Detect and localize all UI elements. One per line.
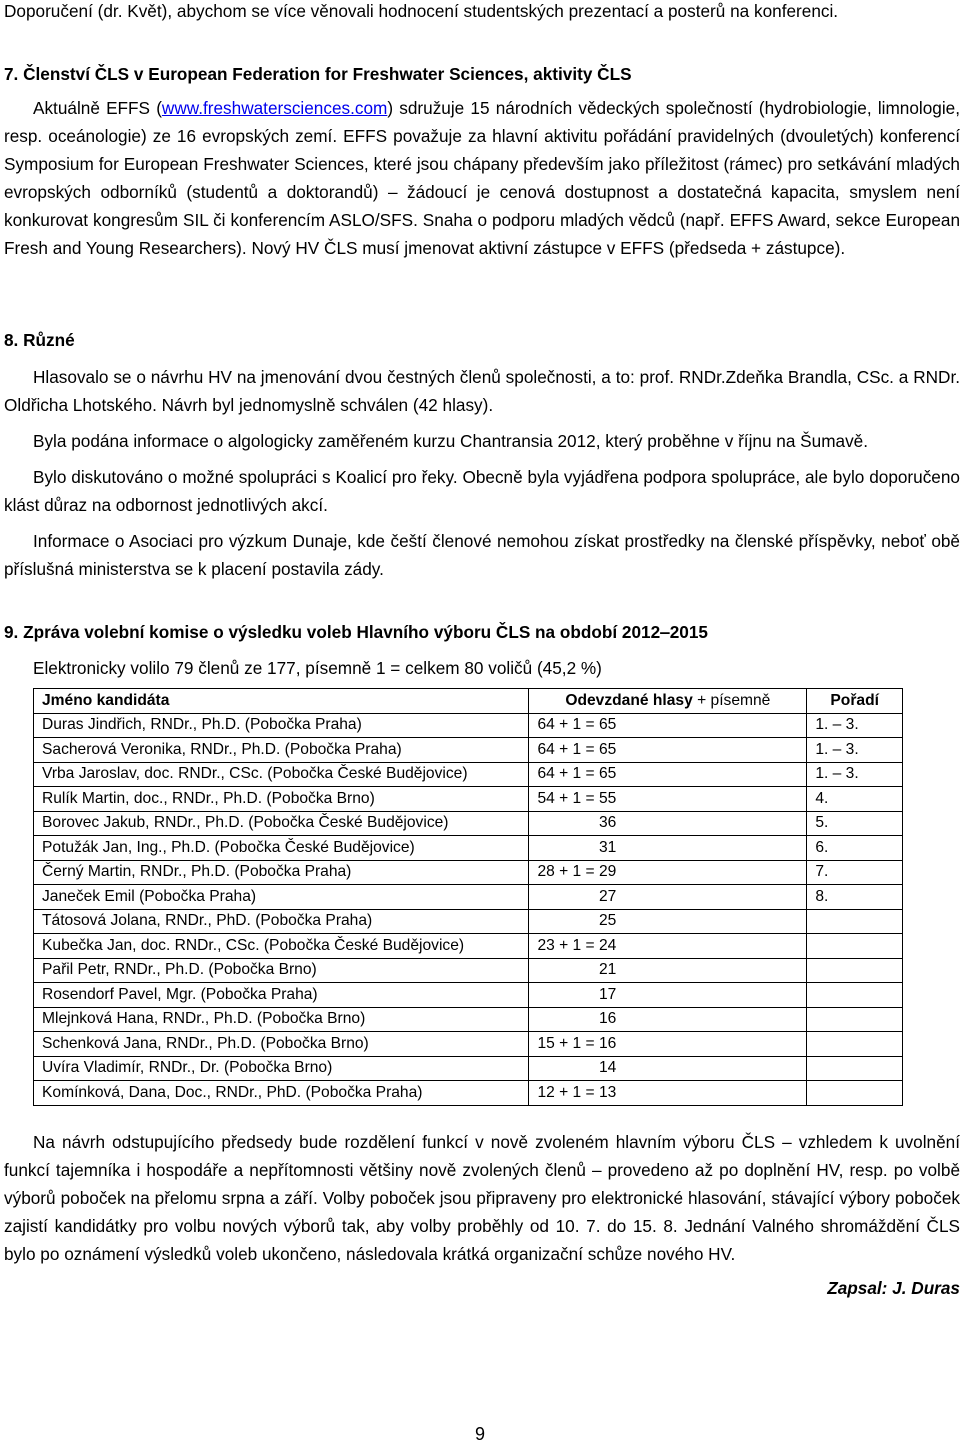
votes-cell: 16 (529, 1007, 807, 1032)
votes-cell: 36 (529, 811, 807, 836)
table-row (34, 934, 903, 959)
section-8-paragraph-1: Hlasovalo se o návrhu HV na jmenování dvou čestných členů společnosti, a to: prof. RNDr.Zdeňka Brandla, CSc. a RNDr. Oldřicha Lhotského. Návrh byl jednomyslně schválen (42 hlasy). (4, 367, 960, 415)
votes-cell: 64 + 1 = 65 (529, 713, 807, 738)
candidate-name-cell: Schenková Jana, RNDr., Ph.D. (Pobočka Brno) (34, 1032, 529, 1057)
rank-cell: 1. ‒ 3. (807, 713, 903, 738)
votes-cell: 28 + 1 = 29 (529, 860, 807, 885)
candidate-name-cell: Duras Jindřich, RNDr., Ph.D. (Pobočka Praha) (34, 713, 529, 738)
votes-cell: 23 + 1 = 24 (529, 934, 807, 959)
candidate-name-cell: Sacherová Veronika, RNDr., Ph.D. (Pobočka Praha) (34, 738, 529, 763)
table-row (34, 811, 903, 836)
table-row (34, 885, 903, 910)
rank-cell: 6. (807, 836, 903, 861)
rank-cell (807, 983, 903, 1008)
page-number: 9 (474, 1424, 485, 1444)
section-8-paragraph-4: Informace o Asociaci pro výzkum Dunaje, kde čeští členové nemohou získat prostředky na členské příspěvky, neboť obě příslušná ministerstva se k placení postavila zády. (4, 531, 960, 579)
table-row (34, 836, 903, 861)
rank-cell: 5. (807, 811, 903, 836)
votes-cell: 15 + 1 = 16 (529, 1032, 807, 1057)
rank-cell (807, 1081, 903, 1106)
section-7 (4, 60, 960, 262)
table-header-row (34, 689, 903, 714)
rank-cell (807, 1032, 903, 1057)
candidate-name-cell: Potužák Jan, Ing., Ph.D. (Pobočka České Budějovice) (34, 836, 529, 861)
closing-paragraph: Na návrh odstupujícího předsedy bude rozdělení funkcí v nově zvoleném hlavním výboru ČLS ‒ vzhledem k uvolnění funkcí tajemníka i hospodáře a nepřítomnosti většiny nově zvolených členů ‒ provedeno až po doplnění HV, resp. po volbě výborů poboček na přelomu srpna a září. Volby poboček jsou připraveny pro elektronické hlasování, stávající výbory poboček zajistí kandidátky pro volbu nových výborů tak, aby volby proběhly od 10. 7. do 15. 8. Jednání Valného shromáždění ČLS bylo po oznámení výsledků voleb ukončeno, následovala krátká organizační schůze nového HV. (4, 1132, 960, 1264)
table-row (34, 713, 903, 738)
header-votes: Odevzdané hlasy + písemně (529, 689, 807, 714)
rank-cell: 8. (807, 885, 903, 910)
candidate-name-cell: Uvíra Vladimír, RNDr., Dr. (Pobočka Brno) (34, 1056, 529, 1081)
candidate-name-cell: Komínková, Dana, Doc., RNDr., PhD. (Pobočka Praha) (34, 1081, 529, 1106)
votes-cell: 31 (529, 836, 807, 861)
votes-cell: 25 (529, 909, 807, 934)
intro-paragraph (4, 0, 960, 25)
table-row (34, 738, 903, 763)
section-9-heading: 9. Zpráva volební komise o výsledku voleb Hlavního výboru ČLS na období 2012‒2015 (4, 622, 708, 642)
table-row (34, 1007, 903, 1032)
section-7-body: Aktuálně EFFS (www.freshwatersciences.com) sdružuje 15 národních vědeckých společností (hydrobiologie, limnologie, resp. oceánologie) ze 16 evropských zemí. EFFS považuje za hlavní aktivitu pořádání pravidelných (dvouletých) konferencí Symposium for European Freshwater Sciences, které jsou chápany především jako příležitost (rámec) pro setkávání mladých evropských odborníků (studentů a doktorandů) ‒ žádoucí je cenová dostupnost a dostatečná kapacita, smyslem není konkurovat kongresům SIL či konferencím ASLO/SFS. Snaha o podporu mladých vědců (např. EFFS Award, sekce European Fresh and Young Researchers). Nový HV ČLS musí jmenovat aktivní zástupce v EFFS (předseda + zástupce). (4, 98, 960, 258)
section-9 (4, 618, 960, 682)
table-row (34, 909, 903, 934)
table-row (34, 762, 903, 787)
votes-cell: 14 (529, 1056, 807, 1081)
candidates-table (33, 688, 903, 1106)
candidate-name-cell: Vrba Jaroslav, doc. RNDr., CSc. (Pobočka České Budějovice) (34, 762, 529, 787)
rank-cell: 7. (807, 860, 903, 885)
section-8 (4, 326, 960, 583)
rank-cell: 1. ‒ 3. (807, 762, 903, 787)
candidates-table-body (34, 713, 903, 1105)
section-7-heading: 7. Členství ČLS v European Federation for Freshwater Sciences, aktivity ČLS (4, 64, 632, 84)
votes-cell: 64 + 1 = 65 (529, 738, 807, 763)
votes-cell: 64 + 1 = 65 (529, 762, 807, 787)
table-row (34, 958, 903, 983)
rank-cell: 1. ‒ 3. (807, 738, 903, 763)
section-8-paragraph-2: Byla podána informace o algologicky zaměřeném kurzu Chantransia 2012, který proběhne v říjnu na Šumavě. (33, 431, 869, 451)
rank-cell (807, 934, 903, 959)
rank-cell (807, 958, 903, 983)
candidate-name-cell: Rosendorf Pavel, Mgr. (Pobočka Praha) (34, 983, 529, 1008)
header-rank: Pořadí (807, 689, 903, 714)
signoff: Zapsal: J. Duras (827, 1278, 960, 1298)
table-row (34, 860, 903, 885)
section-8-paragraph-3: Bylo diskutováno o možné spolupráci s Koalicí pro řeky. Obecně byla vyjádřena podpora spolupráce, ale bylo doporučeno klást důraz na odbornost jednotlivých akcí. (4, 467, 960, 515)
candidate-name-cell: Mlejnková Hana, RNDr., Ph.D. (Pobočka Brno) (34, 1007, 529, 1032)
candidate-name-cell: Tátosová Jolana, RNDr., PhD. (Pobočka Praha) (34, 909, 529, 934)
candidate-name-cell: Janeček Emil (Pobočka Praha) (34, 885, 529, 910)
table-row (34, 1081, 903, 1106)
table-row (34, 983, 903, 1008)
intro-text: Doporučení (dr. Květ), abychom se více věnovali hodnocení studentských prezentací a posterů na konferenci. (4, 1, 839, 21)
rank-cell (807, 909, 903, 934)
candidate-name-cell: Černý Martin, RNDr., Ph.D. (Pobočka Praha) (34, 860, 529, 885)
votes-cell: 17 (529, 983, 807, 1008)
candidate-name-cell: Pařil Petr, RNDr., Ph.D. (Pobočka Brno) (34, 958, 529, 983)
rank-cell: 4. (807, 787, 903, 812)
table-row (34, 1056, 903, 1081)
candidate-name-cell: Borovec Jakub, RNDr., Ph.D. (Pobočka České Budějovice) (34, 811, 529, 836)
votes-cell: 12 + 1 = 13 (529, 1081, 807, 1106)
section-8-heading: 8. Různé (4, 330, 75, 350)
effs-website-link[interactable]: www.freshwatersciences.com (161, 98, 388, 118)
closing-section (4, 1128, 960, 1302)
rank-cell (807, 1007, 903, 1032)
votes-cell: 27 (529, 885, 807, 910)
table-row (34, 787, 903, 812)
table-row (34, 1032, 903, 1057)
election-summary: Elektronicky volilo 79 členů ze 177, písemně 1 = celkem 80 voličů (45,2 %) (33, 658, 602, 678)
candidate-name-cell: Rulík Martin, doc., RNDr., Ph.D. (Pobočka Brno) (34, 787, 529, 812)
header-candidate-name: Jméno kandidáta (34, 689, 529, 714)
votes-cell: 21 (529, 958, 807, 983)
votes-cell: 54 + 1 = 55 (529, 787, 807, 812)
candidate-name-cell: Kubečka Jan, doc. RNDr., CSc. (Pobočka České Budějovice) (34, 934, 529, 959)
rank-cell (807, 1056, 903, 1081)
